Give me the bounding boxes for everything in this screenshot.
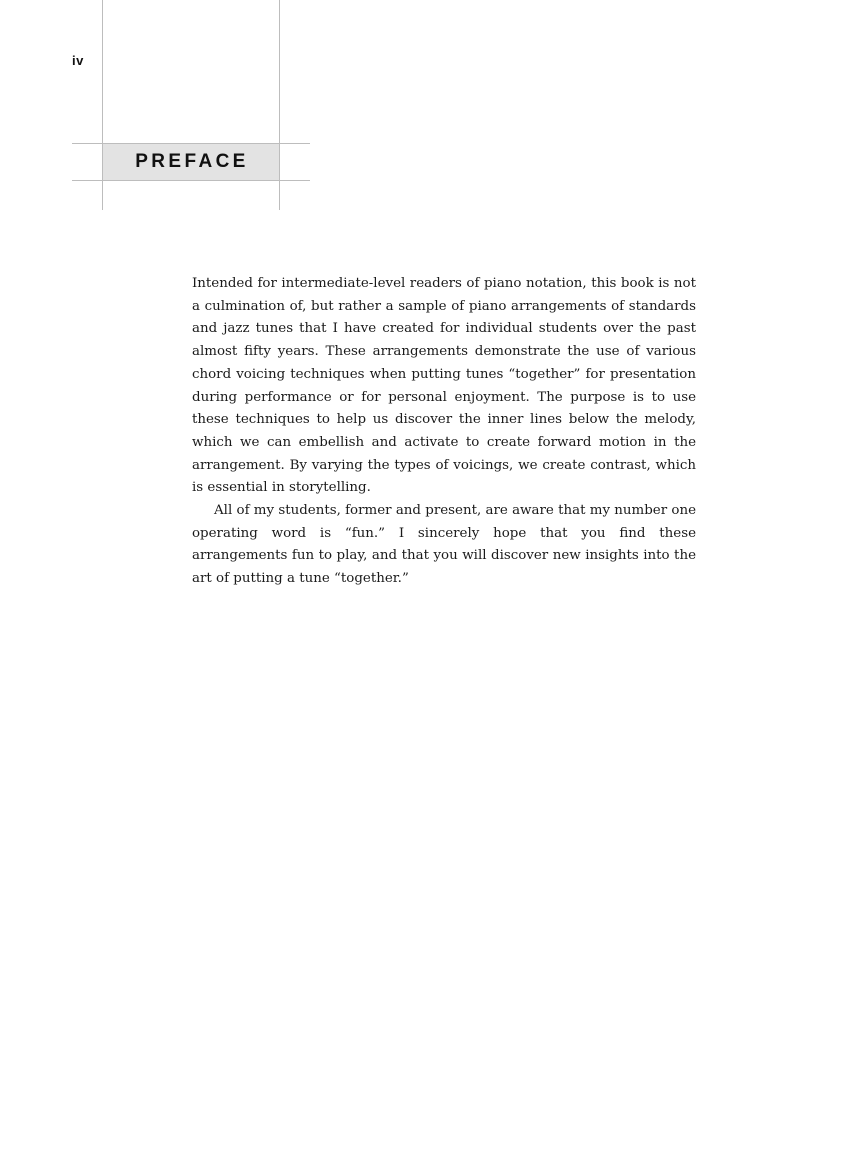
preface-paragraph-2: All of my students, former and present, are aware that my number one operating word is “fun.” I sincerely hope that you find these arrangements fun to play, and that you will discover new insights into the art of putting a tune “together.” <box>192 503 696 587</box>
heading-rule-right <box>279 0 280 210</box>
page-number: iv <box>72 53 84 68</box>
heading-rule-bottom <box>72 180 310 181</box>
preface-paragraph-1: Intended for intermediate-level readers of piano notation, this book is not a culmination of, but rather a sample of piano arrangements of standards and jazz tunes that I have created for individual students over the past almost fifty years. These arrangements demonstrate the use of various chord voicing techniques when putting tunes “together” for presentation during performance or for personal enjoyment. The purpose is to use these techniques to help us discover the inner lines below the melody, which we can embellish and activate to create forward motion in the arrangement. By varying the types of voicings, we create contrast, which is essential in storytelling. <box>192 276 696 496</box>
chapter-title: PREFACE <box>135 151 249 172</box>
chapter-heading-box <box>103 144 279 180</box>
preface-body <box>192 273 696 591</box>
